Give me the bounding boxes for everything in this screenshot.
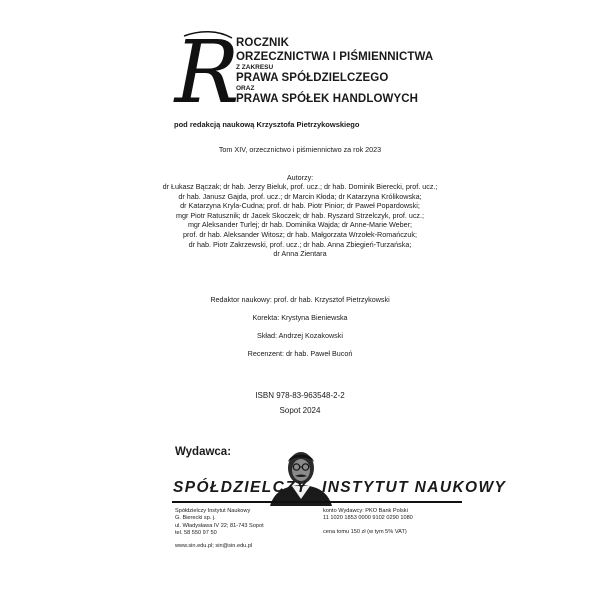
publisher-address-line: tel. 58 550 97 50: [175, 530, 217, 537]
masthead-line-5: ORAZ: [236, 85, 255, 92]
masthead-line-3: Z ZAKRESU: [236, 64, 274, 71]
scientific-editor-credit: Redaktor naukowy: prof. dr hab. Krzysztof Pietrzykowski: [210, 295, 390, 304]
publisher-banner-left: SPÓŁDZIELCZY: [173, 479, 308, 496]
place-year: Sopot 2024: [279, 406, 321, 415]
publisher-bank-block: [323, 508, 413, 536]
publisher-address-line: ul. Władysława IV 22; 81-743 Sopot: [175, 522, 264, 529]
masthead-line-4: PRAWA SPÓŁDZIELCZEGO: [236, 71, 389, 84]
authors-line: mgr Piotr Ratusznik; dr Jacek Skoczek; dr hab. Ryszard Strzelczyk, prof. ucz.;: [175, 210, 425, 220]
proofreading-credit: Korekta: Krystyna Bieniewska: [252, 313, 348, 322]
authors-line: dr hab. Janusz Gajda, prof. ucz.; dr Marcin Kłoda; dr Katarzyna Królikowska;: [178, 191, 422, 201]
letter-r-logo-icon: [174, 23, 240, 123]
isbn: ISBN 978-83-963548-2-2: [255, 391, 345, 400]
publisher-contact[interactable]: www.sin.edu.pl; sin@sin.edu.pl: [175, 542, 253, 549]
publisher-address-line: Spółdzielczy Instytut Naukowy: [175, 508, 251, 514]
typesetting-credit: Skład: Andrzej Kozakowski: [257, 331, 343, 340]
publisher-banner-right: INSTYTUT NAUKOWY: [322, 479, 507, 496]
price-info: cena tomu 150 zł (w tym 5% VAT): [323, 528, 407, 535]
masthead-line-2: ORZECZNICTWA I PIŚMIENNICTWA: [236, 50, 434, 63]
scientific-editor-line: pod redakcją naukową Krzysztofa Pietrzykowskiego: [174, 120, 360, 129]
publisher-address-line: G. Bierecki sp. j.: [175, 515, 216, 522]
credits-block: [0, 295, 600, 367]
svg-text:R: R: [174, 23, 240, 123]
bank-line: 11 1020 1853 0000 9102 0290 1080: [323, 515, 413, 522]
authors-line: dr hab. Piotr Zakrzewski, prof. ucz.; dr hab. Anna Zbiegień-Turzańska;: [188, 239, 412, 249]
masthead-line-6: PRAWA SPÓŁEK HANDLOWYCH: [236, 92, 419, 105]
authors-line: dr Katarzyna Kryla-Cudna; prof. dr hab. Piotr Pinior; dr Paweł Popardowski;: [180, 201, 420, 211]
authors-line: mgr Aleksander Turlej; dr hab. Dominika Wajda; dr Anne-Marie Weber;: [187, 220, 413, 230]
authors-line: dr Anna Zientara: [273, 249, 327, 259]
masthead-line-1: ROCZNIK: [236, 37, 290, 49]
banner-rule: [172, 501, 462, 503]
authors-line: prof. dr hab. Aleksander Witosz; dr hab. Małgorzata Wrzołek-Romańczuk;: [183, 229, 417, 239]
journal-masthead: [236, 37, 433, 106]
authors-list: [0, 182, 600, 259]
publisher-address-block: [175, 508, 264, 550]
publisher-label: Wydawca:: [175, 446, 232, 458]
reviewer-credit: Recenzent: dr hab. Paweł Bucoń: [247, 349, 353, 358]
authors-line: dr Łukasz Bączak; dr hab. Jerzy Bieluk, prof. ucz.; dr hab. Dominik Bierecki, prof. ucz.;: [162, 182, 438, 191]
bank-line: konto Wydawcy: PKO Bank Polski: [323, 508, 408, 514]
tome-info: Tom XIV, orzecznictwo i piśmiennictwo za rok 2023: [218, 145, 382, 154]
authors-heading: Autorzy:: [286, 173, 314, 182]
